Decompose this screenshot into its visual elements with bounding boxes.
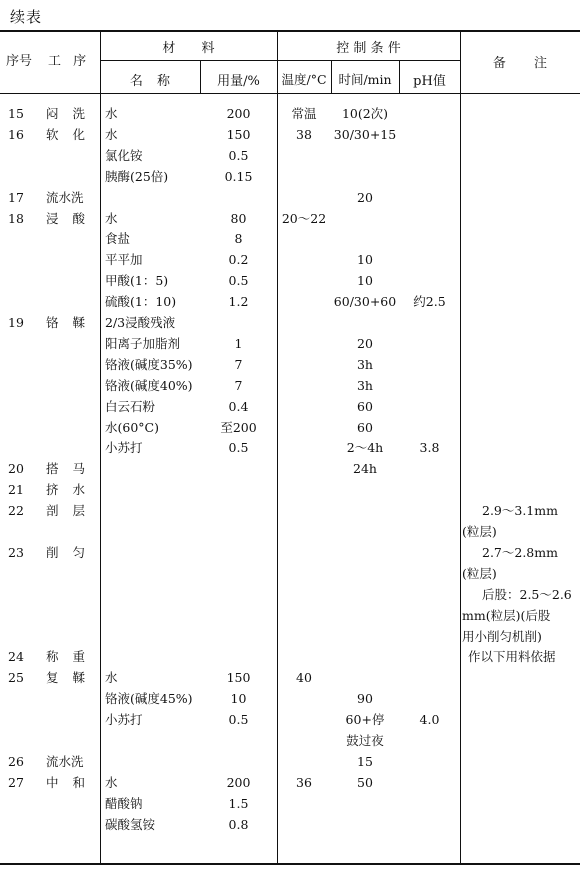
header-mat-name: 名 称 <box>129 74 171 89</box>
cell-amount: 0.5 <box>228 440 249 456</box>
table-row <box>0 522 580 543</box>
table-row <box>0 459 580 480</box>
cell-amount: 0.15 <box>224 168 253 184</box>
table-row <box>0 480 580 501</box>
cell-seq: 26 <box>8 753 24 769</box>
cell-material-name: 平平加 <box>105 252 143 268</box>
cell-material-name: 白云石粉 <box>105 398 156 414</box>
cell-seq: 17 <box>8 189 24 205</box>
table-row <box>0 188 580 209</box>
cell-temp: 38 <box>296 126 312 142</box>
table-row <box>0 815 580 836</box>
table-row <box>0 438 580 459</box>
cell-process: 挤 水 <box>46 482 85 498</box>
cell-time: 3h <box>356 356 373 372</box>
header-materials: 材 料 <box>162 41 215 56</box>
cell-amount: 0.2 <box>228 252 249 268</box>
cell-time: 鼓过夜 <box>346 733 384 748</box>
cell-time: 20 <box>357 335 373 351</box>
cell-seq: 22 <box>8 503 24 519</box>
cell-ph: 约2.5 <box>413 294 446 310</box>
table-row <box>0 689 580 710</box>
cell-material-name: 碳酸氢铵 <box>105 816 156 832</box>
cell-time: 60 <box>357 398 373 414</box>
table-row <box>0 313 580 334</box>
cell-time: 60/30+60 <box>333 294 397 310</box>
cell-process: 铬 鞣 <box>46 315 85 330</box>
cell-time: 2～4h <box>346 440 384 456</box>
cell-process: 中 和 <box>46 774 85 790</box>
cell-material-name: 水 <box>105 670 118 686</box>
cell-seq: 27 <box>8 774 24 790</box>
cell-material-name: 水 <box>105 210 118 226</box>
cell-amount: 200 <box>226 774 251 790</box>
cell-material-name: 铬液(碱度40%) <box>105 377 193 393</box>
table-row <box>0 146 580 167</box>
cell-remarks: 2.7～2.8mm <box>482 544 558 560</box>
cell-process: 流水洗 <box>46 753 84 769</box>
cell-seq: 23 <box>8 544 24 560</box>
cell-seq: 16 <box>8 126 24 142</box>
table-row <box>0 292 580 313</box>
process-table <box>0 30 580 866</box>
cell-amount: 8 <box>234 231 243 247</box>
cell-material-name: 甲酸(1：5) <box>105 273 169 289</box>
cell-temp: 36 <box>296 774 312 790</box>
cell-seq: 24 <box>8 649 24 665</box>
cell-material-name: 食盐 <box>105 231 131 247</box>
cell-material-name: 小苏打 <box>105 712 143 728</box>
cell-seq: 19 <box>8 315 24 330</box>
cell-amount: 0.8 <box>228 816 249 832</box>
table-row <box>0 125 580 146</box>
cell-temp: 常温 <box>291 106 317 121</box>
cell-amount: 0.5 <box>228 147 249 163</box>
cell-process: 闷 洗 <box>46 106 85 121</box>
cell-amount: 1.5 <box>228 795 249 811</box>
cell-remarks: (粒层) <box>462 565 497 581</box>
cell-time: 20 <box>357 189 373 205</box>
cell-process: 复 鞣 <box>46 670 85 686</box>
cell-material-name: 水 <box>105 774 118 790</box>
header-mat-amount: 用量/% <box>217 74 260 89</box>
cell-remarks: 用小削匀机削) <box>462 628 542 644</box>
header-control: 控 制 条 件 <box>336 41 401 56</box>
cell-seq: 18 <box>8 210 24 226</box>
table-row <box>0 209 580 230</box>
cell-amount: 150 <box>226 126 251 142</box>
table-row <box>0 627 580 648</box>
table-row <box>0 355 580 376</box>
table-row <box>0 710 580 731</box>
table-row <box>0 773 580 794</box>
table-row <box>0 104 580 125</box>
cell-time: 24h <box>353 461 377 477</box>
cell-time: 15 <box>357 753 373 769</box>
table-row <box>0 376 580 397</box>
cell-amount: 10 <box>230 691 247 707</box>
cell-time: 10 <box>357 273 373 289</box>
cell-time: 10 <box>357 252 373 268</box>
cell-seq: 21 <box>8 482 24 498</box>
cell-material-name: 氯化铵 <box>105 147 143 163</box>
cell-material-name: 小苏打 <box>105 440 143 456</box>
cell-material-name: 醋酸钠 <box>105 795 143 811</box>
cell-temp: 40 <box>296 670 312 686</box>
cell-material-name: 水 <box>105 106 118 121</box>
cell-amount: 0.5 <box>228 273 249 289</box>
header-temp: 温度/°C <box>281 72 327 87</box>
bottom-rule <box>0 863 580 865</box>
cell-material-name: 铬液(碱度45%) <box>105 691 193 707</box>
cell-time: 50 <box>357 774 373 790</box>
cell-amount: 80 <box>230 210 247 226</box>
top-rule <box>0 30 580 32</box>
cell-remarks: (粒层) <box>462 524 497 539</box>
table-row <box>0 229 580 250</box>
cell-remarks: 后股：2.5～2.6 <box>482 586 572 602</box>
cell-material-name: 水(60°C) <box>105 419 159 435</box>
cell-process: 削 匀 <box>46 544 85 560</box>
table-row <box>0 397 580 418</box>
cell-amount: 7 <box>234 377 243 393</box>
cell-material-name: 阳离子加脂剂 <box>105 335 181 351</box>
cell-amount: 0.5 <box>228 712 249 728</box>
header-seq: 序号 <box>6 54 33 69</box>
cell-material-name: 胰酶(25倍) <box>105 168 169 184</box>
cell-temp: 20～22 <box>281 210 327 226</box>
cell-time: 60 <box>357 419 373 435</box>
cell-process: 浸 酸 <box>46 210 85 226</box>
table-row <box>0 564 580 585</box>
cell-amount: 150 <box>226 670 251 686</box>
cell-time: 3h <box>356 377 373 393</box>
cell-process: 流水洗 <box>46 189 84 205</box>
table-row <box>0 731 580 752</box>
cell-amount: 0.4 <box>228 398 249 414</box>
cell-remarks: mm(粒层)(后股 <box>462 607 551 623</box>
cell-amount: 至200 <box>220 419 257 435</box>
cell-amount: 1 <box>234 335 243 351</box>
header-process: 工 序 <box>48 54 87 69</box>
cell-amount: 1.2 <box>228 294 249 310</box>
table-row <box>0 543 580 564</box>
table-row <box>0 250 580 271</box>
cell-process: 剖 层 <box>46 503 85 519</box>
cell-material-name: 硫酸(1：10) <box>105 294 177 310</box>
table-row <box>0 418 580 439</box>
header-time: 时间/min <box>338 72 392 87</box>
table-row <box>0 606 580 627</box>
header-remarks: 备 注 <box>492 56 548 71</box>
table-caption: 续表 <box>10 8 43 26</box>
cell-seq: 15 <box>8 106 24 121</box>
table-row <box>0 167 580 188</box>
cell-process: 软 化 <box>46 126 85 142</box>
cell-amount: 7 <box>234 356 243 372</box>
table-row <box>0 752 580 773</box>
cell-time: 60+停 <box>345 712 385 728</box>
cell-process: 搭 马 <box>46 461 85 477</box>
cell-ph: 4.0 <box>419 712 440 728</box>
cell-amount: 200 <box>226 106 251 121</box>
header-ph: pH值 <box>413 74 446 89</box>
table-row <box>0 585 580 606</box>
table-row <box>0 271 580 292</box>
header-bottom-rule <box>0 93 580 94</box>
cell-time: 10(2次) <box>341 106 389 121</box>
cell-remarks: 2.9～3.1mm <box>482 503 558 519</box>
cell-seq: 25 <box>8 670 24 686</box>
cell-remarks: 作以下用料依据 <box>468 649 556 665</box>
table-row <box>0 647 580 668</box>
table-row <box>0 334 580 355</box>
cell-material-name: 水 <box>105 126 118 142</box>
cell-material-name: 铬液(碱度35%) <box>105 356 193 372</box>
sub-header-rule <box>100 60 460 61</box>
table-row <box>0 668 580 689</box>
cell-ph: 3.8 <box>419 440 440 456</box>
table-row <box>0 501 580 522</box>
cell-seq: 20 <box>8 461 24 477</box>
cell-material-name: 2/3浸酸残液 <box>105 315 176 330</box>
table-row <box>0 794 580 815</box>
cell-time: 30/30+15 <box>333 126 397 142</box>
cell-process: 称 重 <box>46 649 85 665</box>
cell-time: 90 <box>357 691 373 707</box>
